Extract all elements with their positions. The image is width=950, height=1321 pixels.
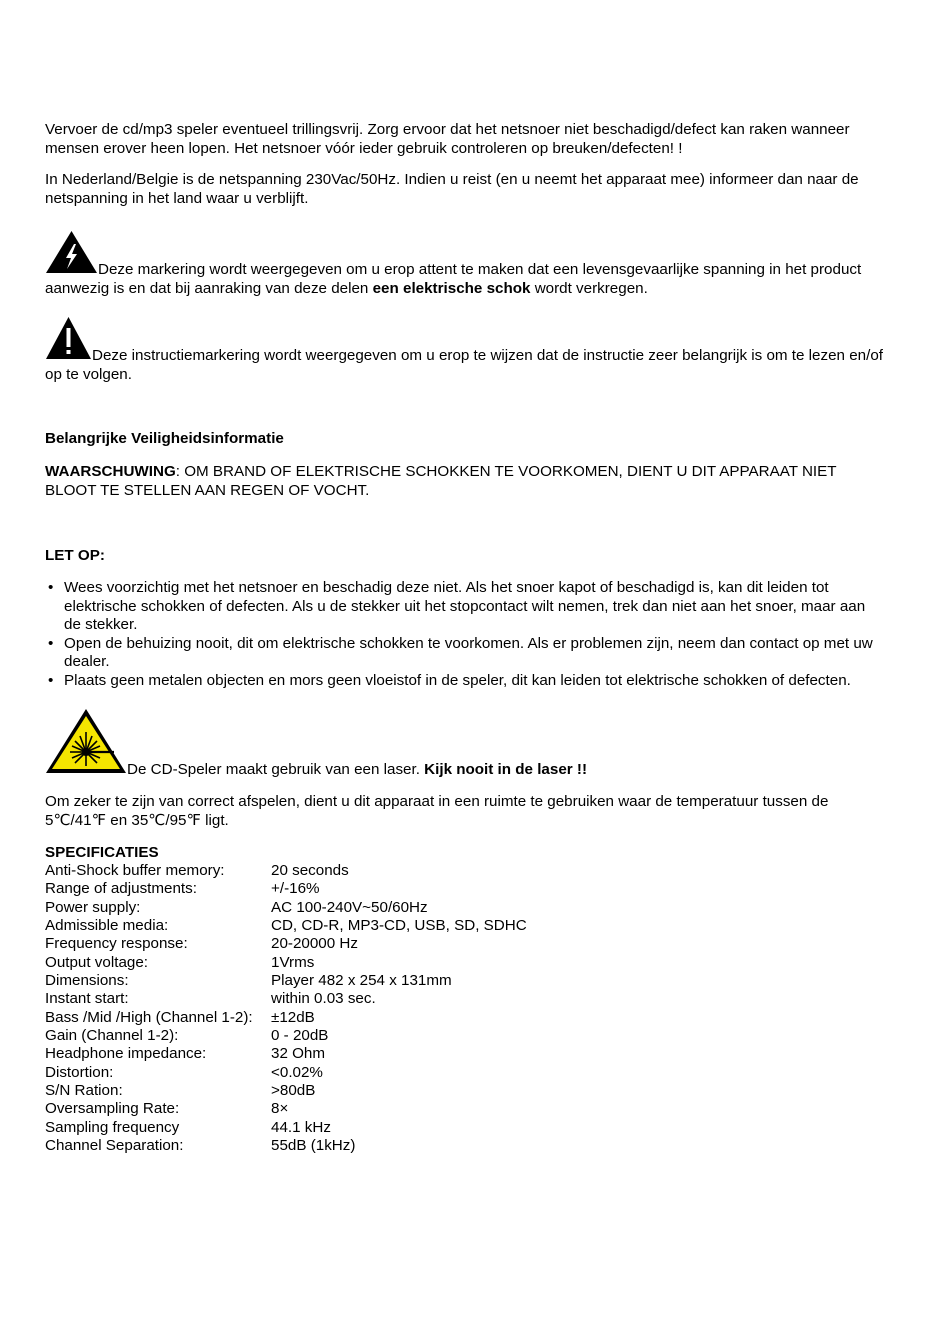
exclamation-warning-icon (45, 316, 92, 365)
spec-value: 55dB (1kHz) (271, 1137, 356, 1155)
transport-paragraph: Vervoer de cd/mp3 speler eventueel trillingsvrij. Zorg ervoor dat het netsnoer niet beschadigd/defect kan raken wanneer mensen erover heen lopen. Het netsnoer vóór ieder gebruik controleren op breuken/defecten! ! (45, 121, 850, 157)
spec-value: CD, CD-R, MP3-CD, USB, SD, SDHC (271, 917, 527, 935)
table-row (45, 1064, 527, 1082)
spec-label: Oversampling Rate: (45, 1100, 180, 1118)
spec-label: Headphone impedance: (45, 1045, 207, 1063)
spec-value: 1Vrms (271, 953, 315, 971)
safety-heading: Belangrijke Veiligheidsinformatie (45, 430, 284, 447)
spec-label: Sampling frequency (45, 1118, 180, 1136)
safety-warning-label: WAARSCHUWING (45, 463, 176, 480)
list-item (45, 635, 885, 672)
table-row (45, 1082, 527, 1100)
table-row (45, 1009, 527, 1027)
spec-label: Channel Separation: (45, 1137, 184, 1155)
list-item-text: Wees voorzichtig met het netsnoer en beschadig deze niet. Als het snoer kapot of beschadigd is, kan dit leiden tot elektrische schokken of defecten. Als u de stekker uit het stopcontact wilt nemen, trek dan niet aan het snoer, maar aan de stekker. (64, 579, 866, 633)
laser-warning-icon (45, 708, 127, 779)
spec-label: S/N Ration: (45, 1082, 123, 1100)
shock-warning-text-end: wordt verkregen. (530, 280, 648, 297)
voltage-paragraph: In Nederland/Belgie is de netspanning 230Vac/50Hz. Indien u reist (en u neemt het apparaat mee) informeer dan naar de netspanning in het land waar u verblijft. (45, 171, 859, 207)
spec-value: 0 - 20dB (271, 1027, 329, 1045)
spec-value: within 0.03 sec. (271, 990, 376, 1008)
spec-value: 8× (271, 1100, 289, 1118)
instruction-warning-text: Deze instructiemarkering wordt weergegeven om u erop te wijzen dat de instructie zeer belangrijk is om te lezen en/of op te volgen. (45, 347, 883, 383)
table-row (45, 899, 527, 917)
spec-value: 20-20000 Hz (271, 935, 358, 953)
list-item (45, 579, 885, 635)
safety-warning-text: : OM BRAND OF ELEKTRISCHE SCHOKKEN TE VOORKOMEN, DIENT U DIT APPARAAT NIET BLOOT TE STELLEN AAN REGEN OF VOCHT. (45, 463, 837, 499)
spec-label: Frequency response: (45, 935, 188, 953)
spec-label: Dimensions: (45, 972, 129, 990)
spec-value: 44.1 kHz (271, 1118, 331, 1136)
document-page (45, 120, 885, 1156)
spec-label: Anti-Shock buffer memory: (45, 862, 225, 879)
temperature-paragraph: Om zeker te zijn van correct afspelen, dient u dit apparaat in een ruimte te gebruiken waar de temperatuur tussen de 5℃/41℉ en 35℃/95℉ ligt. (45, 793, 829, 829)
spec-label: Gain (Channel 1-2): (45, 1027, 179, 1045)
shock-warning-bold: een elektrische schok (372, 280, 531, 297)
spec-label: Output voltage: (45, 953, 149, 971)
laser-warning-text: De CD-Speler maakt gebruik van een laser. (127, 761, 425, 778)
table-row (45, 1119, 527, 1137)
table-row (45, 1045, 527, 1063)
spec-label: Instant start: (45, 990, 129, 1008)
table-row (45, 1100, 527, 1118)
table-row (45, 954, 527, 972)
laser-warning-block (45, 708, 885, 779)
spec-label: Admissible media: (45, 917, 169, 935)
spec-label: Power supply: (45, 898, 141, 916)
laser-warning-bold: Kijk nooit in de laser !! (424, 761, 588, 778)
let-op-list (45, 579, 885, 690)
safety-warning (45, 462, 885, 500)
electric-shock-warning-icon (45, 230, 98, 279)
bullet-icon: • (48, 579, 54, 596)
specifications-table (45, 862, 527, 1156)
spec-value: +/-16% (271, 880, 320, 898)
shock-warning-block (45, 230, 885, 298)
specifications-heading: SPECIFICATIES (45, 844, 159, 861)
let-op-heading: LET OP: (45, 547, 105, 564)
spec-label: Bass /Mid /High (Channel 1-2): (45, 1008, 253, 1026)
table-row (45, 1137, 527, 1155)
spec-label: Range of adjustments: (45, 880, 197, 898)
spec-value: ±12dB (271, 1008, 315, 1026)
spec-value: 20 seconds (271, 862, 349, 879)
list-item-text: Plaats geen metalen objecten en mors geen vloeistof in de speler, dit kan leiden tot elektrische schokken of defecten. (64, 671, 851, 689)
instruction-warning-block (45, 316, 885, 384)
spec-value: 32 Ohm (271, 1045, 326, 1063)
table-row (45, 972, 527, 990)
table-row (45, 990, 527, 1008)
spec-value: AC 100-240V~50/60Hz (271, 898, 428, 916)
table-row (45, 917, 527, 935)
table-row (45, 935, 527, 953)
spec-value: >80dB (271, 1082, 316, 1100)
table-row (45, 1027, 527, 1045)
table-row (45, 862, 527, 880)
bullet-icon: • (48, 671, 54, 689)
shock-warning-text: Deze markering wordt weergegeven om u erop attent te maken dat een levensgevaarlijke spanning in het product aanwezig is en dat bij aanraking van deze delen (45, 261, 862, 297)
spec-value: <0.02% (271, 1063, 323, 1081)
bullet-icon: • (48, 634, 54, 652)
table-row (45, 880, 527, 898)
spec-label: Distortion: (45, 1063, 114, 1081)
list-item (45, 672, 885, 691)
specifications-section (45, 843, 885, 1156)
list-item-text: Open de behuizing nooit, dit om elektrische schokken te voorkomen. Als er problemen zijn, neem dan contact op met uw dealer. (64, 634, 873, 670)
spec-value: Player 482 x 254 x 131mm (271, 972, 452, 990)
